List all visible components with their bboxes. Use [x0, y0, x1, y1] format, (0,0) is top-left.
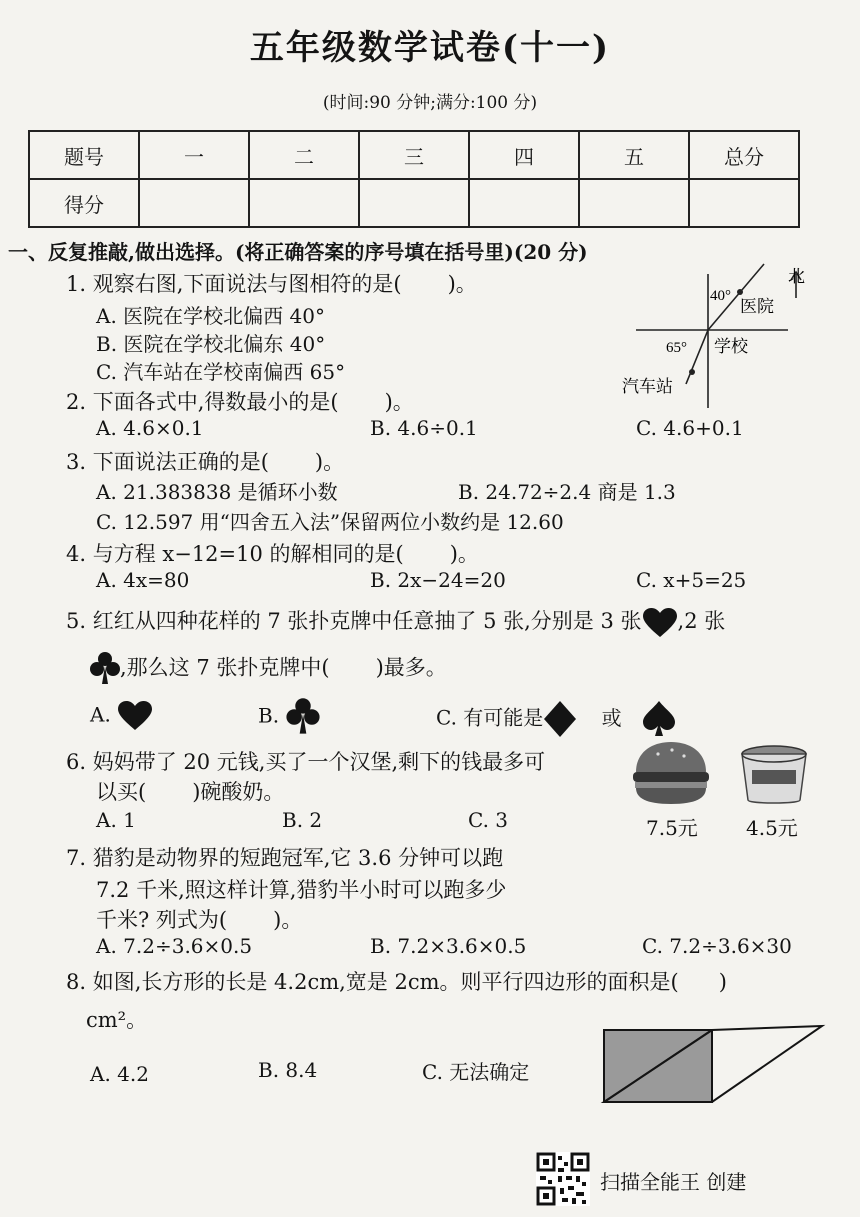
question-6-line-2 [96, 776, 284, 806]
option-a [90, 700, 153, 732]
question-8-line-1 [66, 966, 727, 996]
question-6-line-1: 6. 妈妈带了 20 元钱,买了一个汉堡,剩下的钱最多可 [66, 750, 546, 774]
page-title: 五年级数学试卷(十一) [249, 28, 611, 68]
scanner-watermark: 扫描全能王 创建 [600, 1170, 747, 1194]
question-1 [66, 268, 477, 298]
score-cell: 一 [139, 131, 249, 179]
score-table-score-row [29, 179, 799, 227]
question-2 [66, 386, 414, 416]
angle-label-40: 40° [710, 288, 731, 304]
option-b: B. 4.6÷0.1 [370, 416, 478, 440]
option-or-text: 或 [601, 705, 622, 730]
option-b: B. 医院在学校北偏东 40° [96, 332, 326, 356]
question-8-line-2: cm²。 [86, 1008, 148, 1032]
option-c: C. 无法确定 [422, 1060, 530, 1084]
score-cell: 总分 [689, 131, 799, 179]
question-7-line-2: 7.2 千米,照这样计算,猎豹半小时可以跑多少 [96, 878, 507, 902]
score-input-cell[interactable] [469, 179, 579, 227]
rectangle-parallelogram-figure [600, 1022, 826, 1106]
option-b: B. 8.4 [258, 1058, 318, 1082]
option-a: A. 医院在学校北偏西 40° [96, 304, 325, 328]
option-c [436, 700, 676, 738]
question-stem-end: )。 [449, 542, 479, 566]
school-label: 学校 [714, 337, 748, 356]
question-stem-end: )。 [384, 390, 414, 414]
score-cell: 五 [579, 131, 689, 179]
question-stem: 1. 观察右图,下面说法与图相符的是( [66, 272, 402, 296]
option-b: B. 2x−24=20 [370, 568, 506, 592]
question-stem-end: )。 [314, 450, 345, 474]
score-cell: 二 [249, 131, 359, 179]
score-input-cell[interactable] [139, 179, 249, 227]
score-cell: 三 [359, 131, 469, 179]
question-text: 5. 红红从四种花样的 7 张扑克牌中任意抽了 5 张,分别是 3 张 [66, 609, 642, 633]
question-5-line-1 [66, 605, 725, 639]
question-stem: 3. 下面说法正确的是( [66, 450, 269, 474]
score-cell: 题号 [29, 131, 139, 179]
option-c: C. 汽车站在学校南偏西 65° [96, 360, 346, 384]
question-text-end: )碗酸奶。 [192, 780, 285, 804]
club-icon [90, 650, 120, 688]
option-b [258, 696, 321, 738]
option-a: A. 7.2÷3.6×0.5 [96, 934, 253, 958]
hospital-label: 医院 [740, 297, 774, 316]
station-label: 汽车站 [622, 377, 673, 396]
spade-icon [642, 700, 676, 738]
question-text: ,那么这 7 张扑克牌中( [120, 655, 330, 680]
option-b: B. 7.2×3.6×0.5 [370, 934, 527, 958]
option-c: C. 7.2÷3.6×30 [642, 934, 792, 958]
option-label: A. [90, 702, 111, 727]
heart-icon [117, 700, 153, 732]
option-c: C. 3 [468, 808, 509, 832]
option-a: A. 1 [96, 808, 136, 832]
question-stem-end: )。 [447, 272, 477, 296]
question-text-end: )。 [273, 908, 303, 932]
question-4 [66, 538, 479, 568]
question-3 [66, 446, 344, 476]
question-5-line-2 [90, 650, 447, 688]
option-a: A. 4.6×0.1 [96, 416, 204, 440]
score-input-cell[interactable] [579, 179, 689, 227]
option-label: C. 有可能是 [436, 705, 544, 730]
option-c: C. 4.6+0.1 [636, 416, 744, 440]
score-input-cell[interactable] [359, 179, 469, 227]
yogurt-price: 4.5元 [746, 816, 798, 840]
option-label: B. [258, 703, 280, 728]
hospital-point [737, 289, 743, 295]
question-text: 以买( [96, 780, 147, 804]
station-point [689, 369, 695, 375]
option-c: C. x+5=25 [636, 568, 747, 592]
option-a: A. 4x=80 [96, 568, 190, 592]
question-text: 8. 如图,长方形的长是 4.2cm,宽是 2cm。则平行四边形的面积是( [66, 970, 679, 994]
question-text-end: ) [718, 970, 727, 994]
burger-price: 7.5元 [646, 816, 698, 840]
hamburger-icon [630, 738, 712, 808]
question-text-end: ,2 张 [677, 609, 726, 633]
angle-label-65: 65° [666, 340, 687, 356]
option-a: A. 21.383838 是循环小数 [96, 480, 338, 504]
diamond-icon [543, 700, 577, 738]
question-stem: 4. 与方程 x−12=10 的解相同的是( [66, 542, 404, 566]
option-a: A. 4.2 [90, 1062, 149, 1086]
question-text-end: )最多。 [375, 655, 447, 680]
option-b: B. 2 [282, 808, 323, 832]
option-b: B. 24.72÷2.4 商是 1.3 [458, 480, 676, 504]
score-cell: 四 [469, 131, 579, 179]
station-ray [686, 330, 708, 384]
north-label: 北 [788, 267, 805, 286]
score-table-header-row [29, 131, 799, 179]
yogurt-cup-icon [736, 744, 812, 806]
score-input-cell[interactable] [689, 179, 799, 227]
question-7-line-3 [96, 904, 302, 934]
direction-diagram [612, 260, 822, 410]
section-title: 一、反复推敲,做出选择。(将正确答案的序号填在括号里)(20 分) [8, 240, 588, 264]
option-c: C. 12.597 用“四舍五入法”保留两位小数约是 12.60 [96, 510, 564, 534]
club-icon [285, 696, 321, 738]
score-table [28, 130, 800, 228]
score-input-cell[interactable] [249, 179, 359, 227]
question-7-line-1: 7. 猎豹是动物界的短跑冠军,它 3.6 分钟可以跑 [66, 846, 504, 870]
exam-info: (时间:90 分钟;满分:100 分) [322, 93, 538, 113]
question-text: 千米? 列式为( [96, 908, 228, 932]
score-label: 得分 [29, 179, 139, 227]
question-stem: 2. 下面各式中,得数最小的是( [66, 390, 339, 414]
qr-code-icon [536, 1152, 590, 1206]
heart-icon [642, 607, 678, 639]
